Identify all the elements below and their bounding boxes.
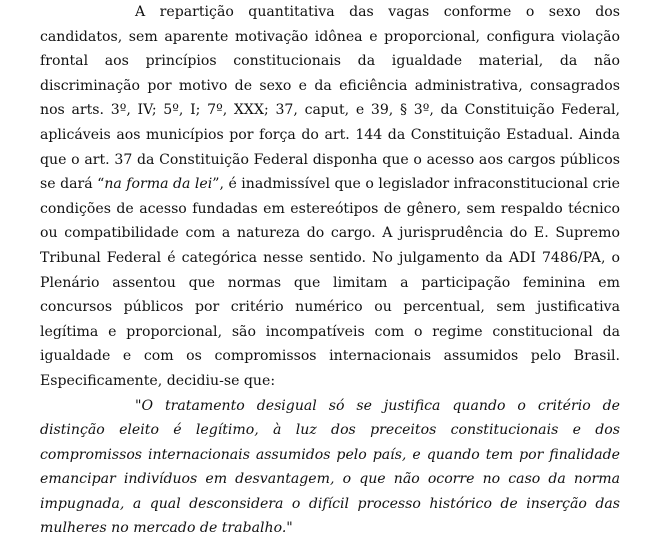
citation-quote [40, 394, 620, 541]
quote-text: O tratamento desigual só se justifica quando o critério de distinção eleito é legítimo, à luz dos preceitos constitucionais e dos compromissos internacionais assumidos pelo país, e quando tem por finalidade emancipar indivíduos em desvantagem, o que não ocorre no caso da norma impugnada, a qual desconsidera o difícil processo histórico de inserção das mulheres no mercado de trabalho. [40, 398, 620, 537]
paragraph-text-part1: A repartição quantitativa das vagas conforme o sexo dos candidatos, sem aparente motivação idônea e proporcional, configura violação frontal aos princípios constitucionais da igualdade material, da não discriminação por motivo de sexo e da eficiência administrativa, consagrados nos arts. 3º, IV; 5º, I; 7º, XXX; 37, caput, e 39, § 3º, da Constituição Federal, aplicáveis aos municípios por força do art. 144 da Constituição Estadual. Ainda que o art. 37 da Constituição Federal disponha que o acesso aos cargos públicos se dará “ [40, 4, 620, 192]
quote-close-mark: " [286, 520, 292, 536]
paragraph-text-part2: ”, é inadmissível que o legislador infraconstitucional crie condições de acesso fundadas em estereótipos de gênero, sem respaldo técnico ou compatibilidade com a natureza do cargo. A jurisprudência do E. Supremo Tribunal Federal é categórica nesse sentido. No julgamento da ADI 7486/PA, o Plenário assentou que normas que limitam a participação feminina em concursos públicos por critério numérico ou percentual, sem justificativa legítima e proporcional, são incompatíveis com o regime constitucional da igualdade e com os compromissos internacionais assumidos pelo Brasil. Especificamente, decidiu-se que: [40, 176, 620, 389]
document-body [40, 0, 620, 541]
main-paragraph [40, 0, 620, 394]
quote-open-mark: " [135, 398, 141, 414]
paragraph-italic-phrase: na forma da lei [104, 176, 212, 192]
